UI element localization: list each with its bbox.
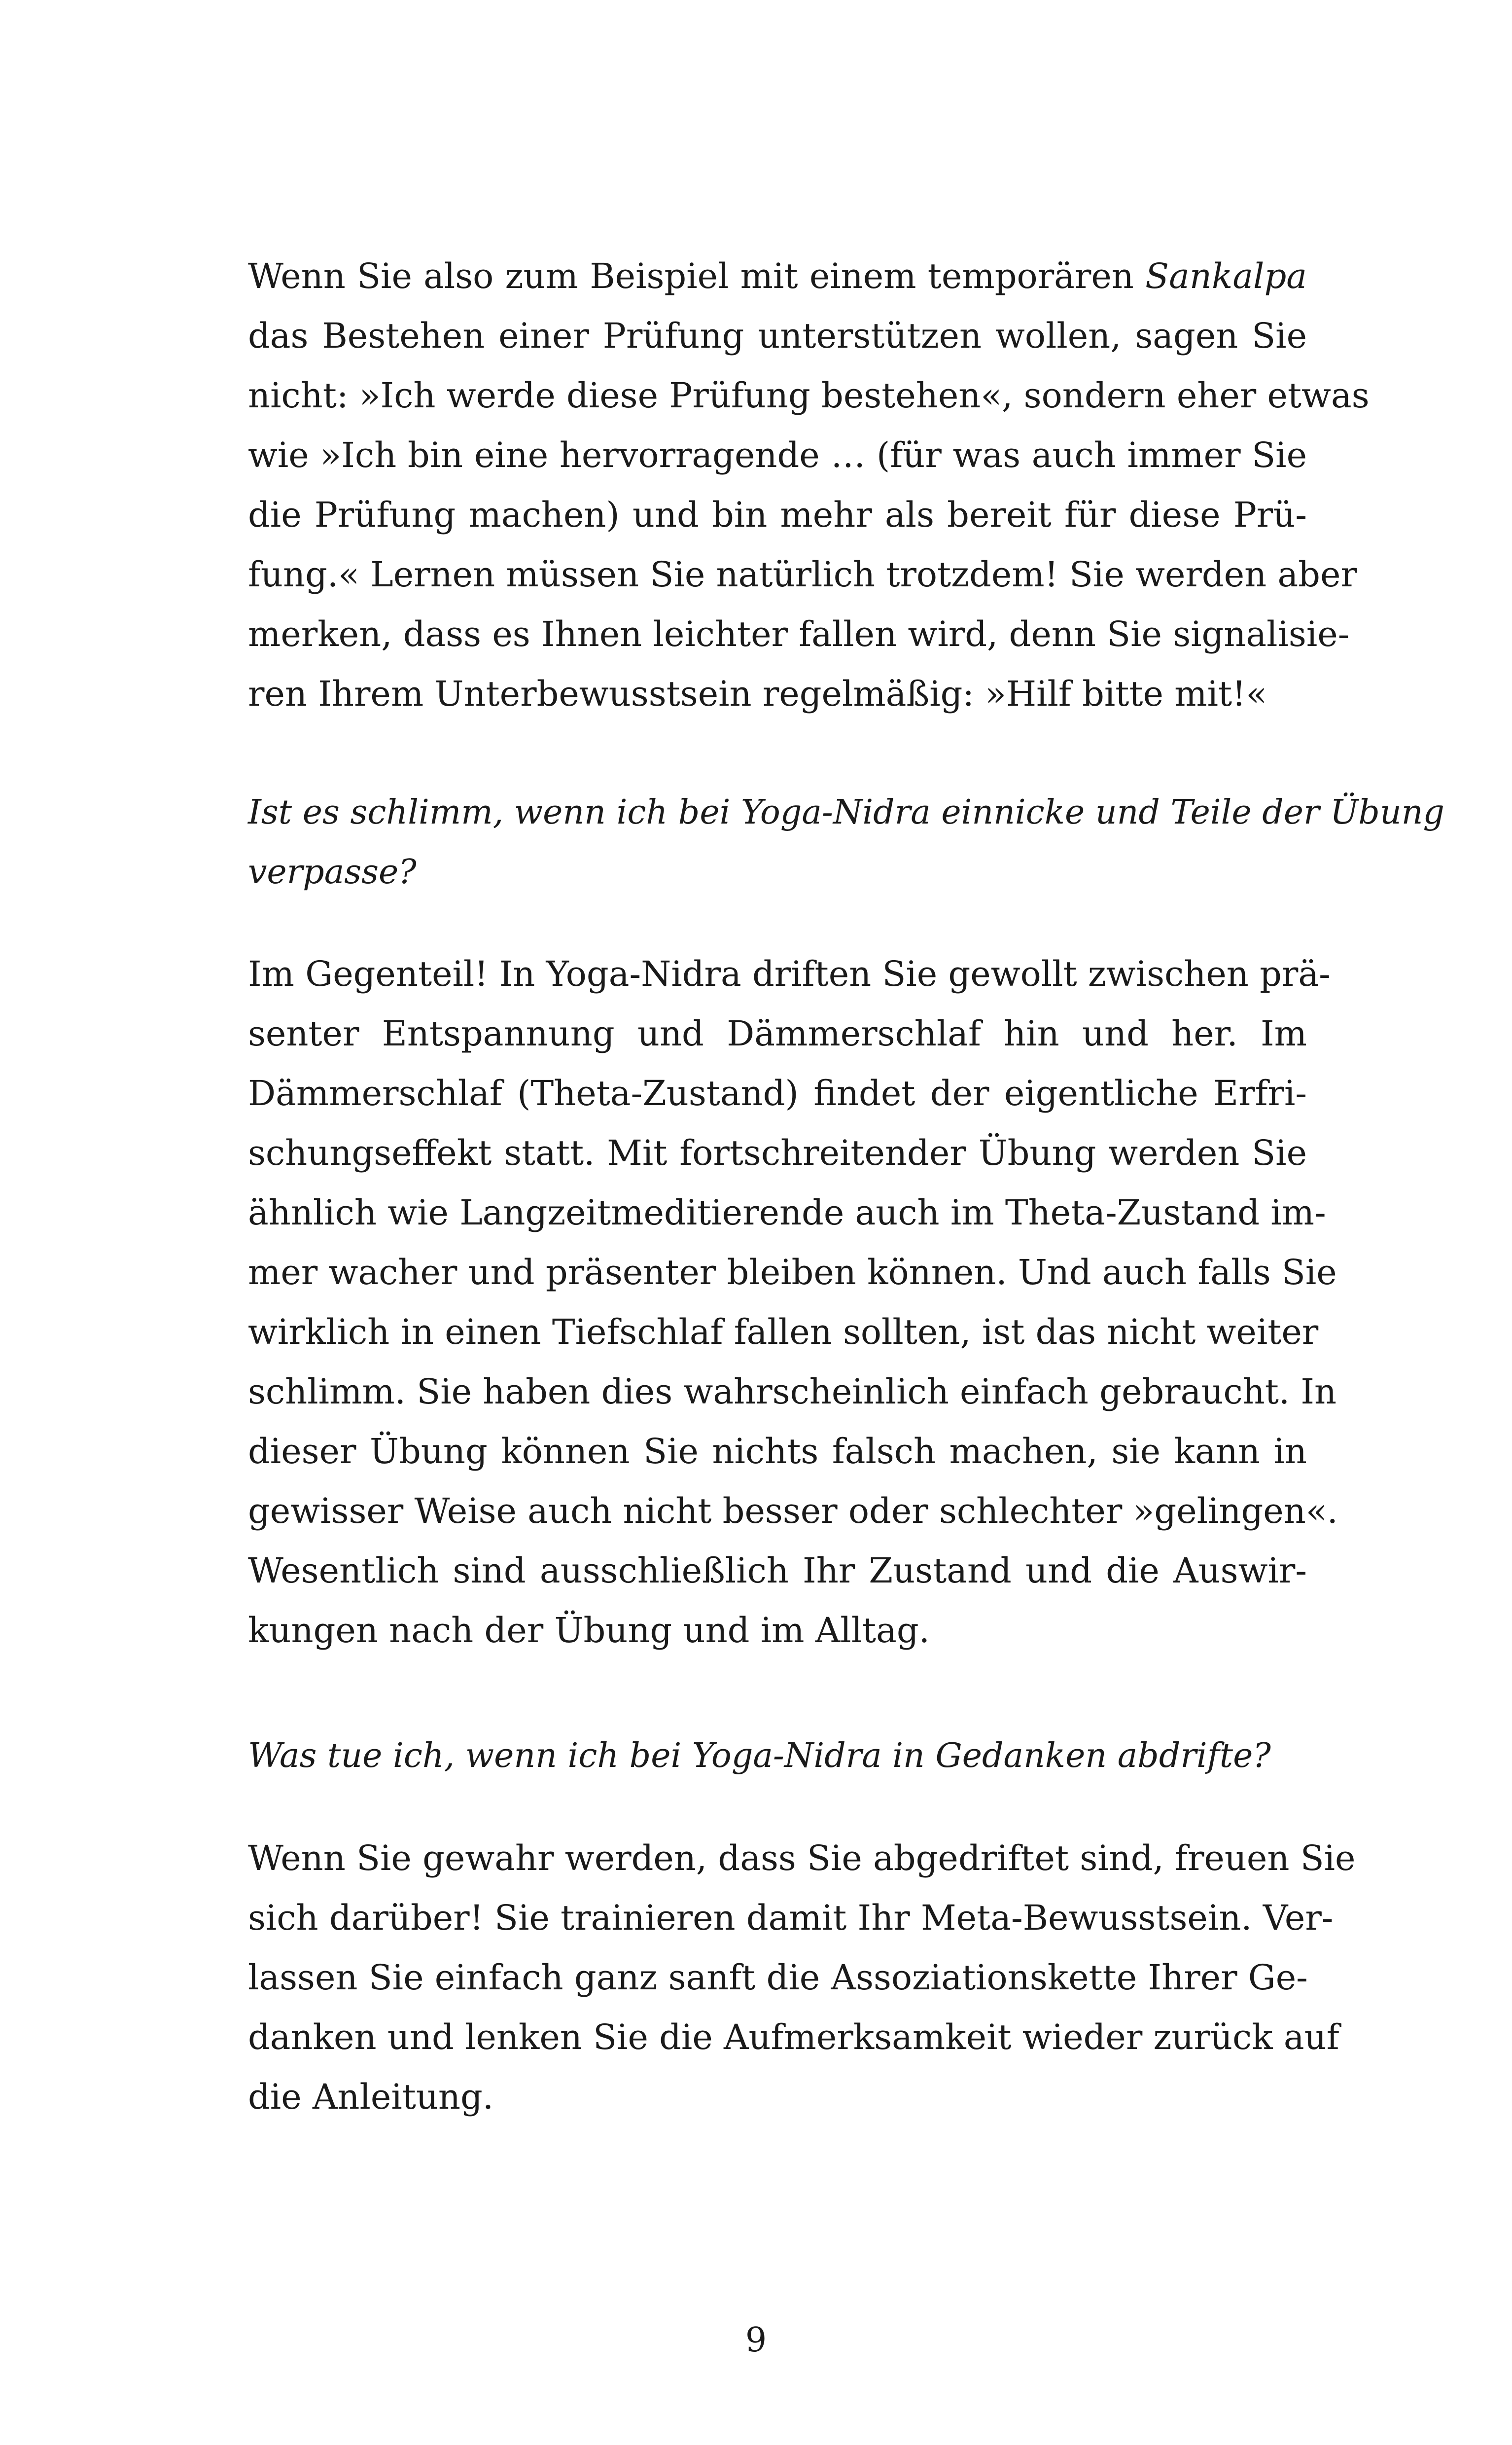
text-line: die Anleitung. bbox=[248, 2077, 494, 2117]
text-line: schlimm. Sie haben dies wahrscheinlich einfach gebraucht. In bbox=[248, 1371, 1337, 1412]
text-line: mer wacher und präsenter bleiben können. Und auch falls Sie bbox=[248, 1252, 1337, 1293]
question-line: verpasse? bbox=[248, 853, 417, 892]
text-line: senter Entspannung und Dämmerschlaf hin und her. Im bbox=[248, 1013, 1307, 1054]
question-line: Ist es schlimm, wenn ich bei Yoga-Nidra einnicke und Teile der Übung bbox=[248, 793, 1445, 832]
text-line: die Prüfung machen) und bin mehr als bereit für diese Prü- bbox=[248, 495, 1307, 535]
text-line: gewisser Weise auch nicht besser oder schlechter »gelingen«. bbox=[248, 1491, 1338, 1531]
text-line: Wesentlich sind ausschließlich Ihr Zustand und die Auswir- bbox=[248, 1550, 1307, 1591]
text-line-content: Wenn Sie also zum Beispiel mit einem temporären bbox=[248, 256, 1134, 296]
text-line: wirklich in einen Tiefschlaf fallen sollten, ist das nicht weiter bbox=[248, 1312, 1319, 1352]
text-line: fung.« Lernen müssen Sie natürlich trotzdem! Sie werden aber bbox=[248, 554, 1357, 595]
page-number: 9 bbox=[745, 2321, 767, 2360]
text-line: ren Ihrem Unterbewusstsein regelmäßig: »Hilf bitte mit!« bbox=[248, 674, 1267, 714]
text-line: wie »Ich bin eine hervorragende … (für was auch immer Sie bbox=[248, 435, 1307, 475]
question-heading-abdriften bbox=[248, 1726, 1307, 1786]
text-line: schungseffekt statt. Mit fortschreitender Übung werden Sie bbox=[248, 1133, 1307, 1173]
text-line: sich darüber! Sie trainieren damit Ihr Meta-Bewusstsein. Ver- bbox=[248, 1898, 1334, 1938]
emphasized-term: Sankalpa bbox=[1145, 256, 1307, 296]
text-line: ähnlich wie Langzeitmeditierende auch im Theta-Zustand im- bbox=[248, 1192, 1326, 1233]
paragraph-gewahr bbox=[248, 1829, 1356, 2127]
question-heading-einnicken bbox=[248, 783, 1445, 902]
paragraph-gegenteil bbox=[248, 944, 1338, 1660]
paragraph-sankalpa bbox=[248, 247, 1370, 724]
text-line: merken, dass es Ihnen leichter fallen wird, denn Sie signalisie- bbox=[248, 614, 1350, 654]
text-line: danken und lenken Sie die Aufmerksamkeit wieder zurück auf bbox=[248, 2017, 1339, 2057]
text-line: nicht: »Ich werde diese Prüfung bestehen«, sondern eher etwas bbox=[248, 375, 1370, 416]
text-line: das Bestehen einer Prüfung unterstützen wollen, sagen Sie bbox=[248, 316, 1307, 356]
text-line: lassen Sie einfach ganz sanft die Assoziationskette Ihrer Ge- bbox=[248, 1957, 1308, 1998]
text-line: Im Gegenteil! In Yoga-Nidra driften Sie gewollt zwischen prä- bbox=[248, 954, 1331, 994]
text-line bbox=[248, 247, 1307, 306]
text-line: Wenn Sie gewahr werden, dass Sie abgedriftet sind, freuen Sie bbox=[248, 1838, 1356, 1878]
text-line: dieser Übung können Sie nichts falsch machen, sie kann in bbox=[248, 1431, 1307, 1472]
text-line: Dämmerschlaf (Theta-Zustand) findet der eigentliche Erfri- bbox=[248, 1073, 1307, 1114]
question-line: Was tue ich, wenn ich bei Yoga-Nidra in Gedanken abdrifte? bbox=[248, 1736, 1271, 1775]
text-line: kungen nach der Übung und im Alltag. bbox=[248, 1610, 930, 1651]
